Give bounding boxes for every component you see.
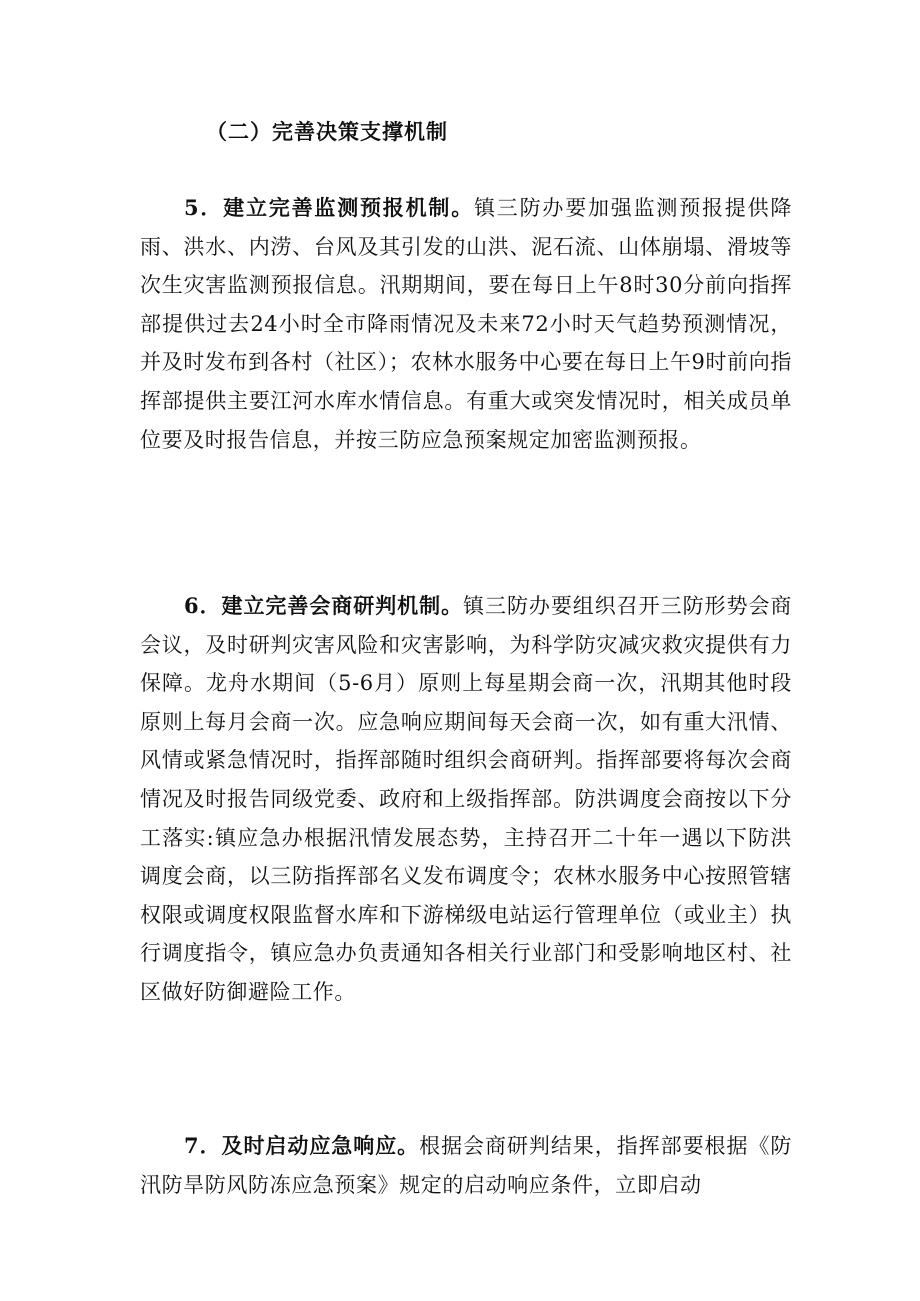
paragraph-body: 镇三防办要加强监测预报提供降雨、洪水、内涝、台风及其引发的山洪、泥石流、山体崩塌、滑坡等次生灾害监测预报信息。汛期期间，要在每日上午8时30分前向指挥部提供过去24小时全市降雨情况及未来72小时天气趋势预测情况，并及时发布到各村（社区）；农林水服务中心要在每日上午9时前向指挥部提供主要江河水库水情信息。有重大或突发情况时，相关成员单位要及时报告信息，并按三防应急预案规定加密监测预报。 [140,196,792,452]
paragraph-monitoring-forecast [140,189,792,459]
paragraph-lead: 7．及时启动应急响应。 [184,1133,420,1158]
paragraph-consultation [140,587,792,1012]
paragraph-lead: 6．建立完善会商研判机制。 [184,593,464,618]
paragraph-body: 镇三防办要组织召开三防形势会商会议，及时研判灾害风险和灾害影响，为科学防灾减灾救灾提供有力保障。龙舟水期间（5-6月）原则上每星期会商一次，汛期其他时段原则上每月会商一次。应急响应期间每天会商一次，如有重大汛情、风情或紧急情况时，指挥部随时组织会商研判。指挥部要将每次会商情况及时报告同级党委、政府和上级指挥部。防洪调度会商按以下分工落实:镇应急办根据汛情发展态势，主持召开二十年一遇以下防洪调度会商，以三防指挥部名义发布调度令；农林水服务中心按照管辖权限或调度权限监督水库和下游梯级电站运行管理单位（或业主）执行调度指令，镇应急办负责通知各相关行业部门和受影响地区村、社区做好防御避险工作。 [140,594,792,1004]
paragraph-body: 根据会商研判结果，指挥部要根据《防汛防旱防风防冻应急预案》规定的启动响应条件，立即启动 [140,1134,792,1197]
section-heading: （二）完善决策支撑机制 [206,119,448,144]
paragraph-emergency-response [140,1127,792,1204]
paragraph-lead: 5．建立完善监测预报机制。 [184,195,474,220]
